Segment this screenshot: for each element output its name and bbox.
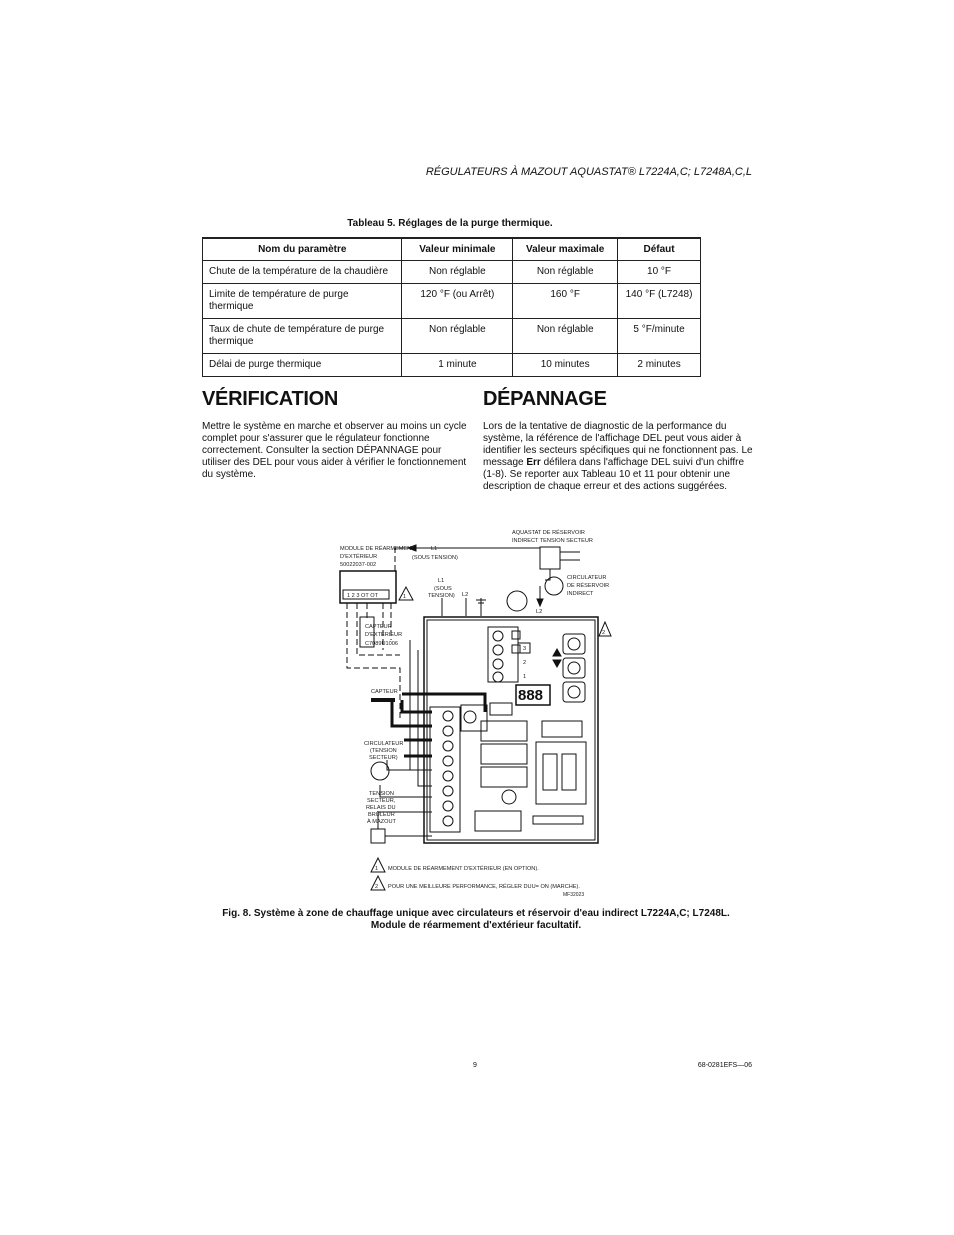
column-header: Valeur minimale: [402, 238, 513, 261]
table-cell: 1 minute: [402, 354, 513, 377]
tank-circulator-label: CIRCULATEUR: [567, 575, 607, 581]
button-bottom: [563, 682, 585, 702]
marker-number: 1: [403, 594, 407, 600]
switch: [543, 754, 557, 790]
l1-label: (SOUS TENSION): [412, 555, 458, 561]
circulator-label: CIRCULATEUR: [364, 741, 404, 747]
table-cell: Non réglable: [402, 319, 513, 354]
module-label: MODULE DE RÉARMEMENT: [340, 546, 415, 552]
circulator-label: SECTEUR): [369, 755, 398, 761]
fuse: [533, 816, 583, 824]
tank-circulator: [545, 577, 563, 595]
table-cell: 10 °F: [618, 261, 701, 284]
note-1-text: MODULE DE RÉARMEMENT D'EXTÉRIEUR (EN OPTION).: [388, 866, 539, 872]
terminal-screw: [443, 741, 453, 751]
table-caption: Tableau 5. Réglages de la purge thermique.: [347, 218, 553, 229]
burner-relay: [371, 829, 385, 843]
table-cell: Non réglable: [513, 319, 618, 354]
relay-label: TENSION: [369, 791, 394, 797]
outdoor-sensor-label: C7089U1006: [365, 641, 398, 647]
troubleshooting-heading: DÉPANNAGE: [483, 388, 607, 410]
switch: [562, 754, 576, 790]
relay-label: BRÛLEUR: [368, 812, 395, 818]
table-cell: Délai de purge thermique: [203, 354, 402, 377]
label-area: [542, 721, 582, 737]
up-arrow-icon: [553, 649, 561, 656]
figure-caption: [200, 908, 752, 932]
terminal-screw: [443, 756, 453, 766]
table-cell: 5 °F/minute: [618, 319, 701, 354]
arrow-icon: [537, 599, 543, 606]
terminal-number: 2: [523, 660, 527, 666]
terminal-screw: [443, 771, 453, 781]
column-header: Nom du paramètre: [203, 238, 402, 261]
document-number: 68-0281EFS—06: [697, 1062, 752, 1069]
outdoor-sensor-label: D'EXTÉRIEUR: [365, 632, 403, 638]
marker-number: 2: [602, 630, 606, 636]
relay-label: RELAIS DU: [366, 805, 396, 811]
circulator-symbol: [371, 762, 389, 780]
l1-label: L1: [438, 578, 445, 584]
figure-caption-line: Module de réarmement d'extérieur facultatif.: [370, 920, 582, 931]
l2-label: L2: [536, 609, 543, 615]
transformer-coil: [464, 711, 476, 723]
l1-label: L1: [431, 546, 438, 552]
button-knob: [568, 638, 580, 650]
terminal-screw: [493, 672, 503, 682]
note-number: 1: [375, 866, 379, 872]
relay: [481, 744, 527, 764]
l1-label: (SOUS: [434, 586, 452, 592]
table-cell: 2 minutes: [618, 354, 701, 377]
controller-inner: [427, 620, 595, 840]
running-header: RÉGULATEURS À MAZOUT AQUASTAT® L7224A,C; L7248A,C,L: [425, 166, 752, 178]
table-cell: Taux de chute de température de purge thermique: [203, 319, 402, 354]
relay: [481, 767, 527, 787]
burner-relay-symbol: [507, 591, 527, 611]
transformer: [461, 705, 487, 731]
table-cell: Non réglable: [402, 261, 513, 284]
table-cell: Non réglable: [513, 261, 618, 284]
terminal-screw: [493, 631, 503, 641]
module-label: D'EXTÉRIEUR: [340, 554, 378, 560]
l2-label: L2: [462, 592, 469, 598]
tank-aquastat: [540, 547, 560, 569]
down-arrow-icon: [553, 660, 561, 667]
led-display-text: 888: [518, 687, 544, 704]
table-cell: 10 minutes: [513, 354, 618, 377]
terminal-screw: [443, 726, 453, 736]
relay: [481, 721, 527, 741]
component: [502, 790, 516, 804]
verification-text: Mettre le système en marche et observer au moins un cycle complet pour s'assurer que le régulateur fonctionne correctement. Consulter la section DÉPANNAGE pour utiliser des DEL pour vous aider à vérifier le fonctionnement du système.: [202, 421, 467, 480]
terminal-number: 1: [523, 674, 527, 680]
terminal-screw: [493, 659, 503, 669]
terminal-tag: [512, 631, 520, 639]
troubleshooting-text-part: défilera dans l'affichage DEL suivi d'un chiffre (1-8). Se reporter aux Tableau 10 et 11 pour obtenir une description de chaque erreur et des actions suggérées.: [483, 457, 745, 492]
terminal-screw: [493, 645, 503, 655]
table-cell: 140 °F (L7248): [618, 284, 701, 319]
aquastat-label: INDIRECT TENSION SECTEUR: [512, 538, 593, 544]
table-cell: Limite de température de purge thermique: [203, 284, 402, 319]
button-knob: [568, 662, 580, 674]
aquastat-label: AQUASTAT DE RÉSERVOIR: [512, 530, 585, 536]
tank-circulator-label: INDIRECT: [567, 591, 594, 597]
terminal-number: 3: [523, 646, 527, 652]
sensor-label: CAPTEUR: [371, 689, 398, 695]
terminal-screw: [443, 816, 453, 826]
aquastat-probe: [560, 552, 580, 560]
terminal-screw: [443, 786, 453, 796]
l1-label: TENSION): [428, 593, 455, 599]
button-middle: [563, 658, 585, 678]
note-number: 2: [375, 884, 379, 890]
connector: [490, 703, 512, 715]
relay: [475, 811, 521, 831]
outdoor-sensor-label: CAPTEUR: [365, 624, 392, 630]
table-cell: 120 °F (ou Arrêt): [402, 284, 513, 319]
button-top: [563, 634, 585, 654]
figure-caption-line: Fig. 8. Système à zone de chauffage unique avec circulateurs et réservoir d'eau indirect L7224A,C; L7248L.: [222, 908, 730, 919]
table-cell: Chute de la température de la chaudière: [203, 261, 402, 284]
controller-box: [424, 617, 598, 843]
terminal-screw: [443, 801, 453, 811]
note-2-text: POUR UNE MEILLEURE PERFORMANCE, RÉGLER DUU= ON (MARCHE).: [388, 884, 580, 890]
line-voltage-terminals: [430, 707, 460, 832]
column-header: Défaut: [618, 238, 701, 261]
button-knob: [568, 686, 580, 698]
relay-label: À MAZOUT: [367, 819, 396, 825]
terminal-screw: [443, 711, 453, 721]
column-header: Valeur maximale: [513, 238, 618, 261]
terminal-label: 1 2 3 OT OT: [347, 593, 378, 599]
relay-label: SECTEUR,: [367, 798, 396, 804]
page-number: 9: [473, 1062, 477, 1069]
module-label: 50022037-002: [340, 562, 377, 568]
table-cell: 160 °F: [513, 284, 618, 319]
figure-code: MF32023: [563, 892, 585, 898]
troubleshooting-text-part: Lors de la tentative de diagnostic de la performance du système, la référence de l'affichage DEL peut vous aider à identifier les secteurs spécifiques qui ne fonctionnent pas. Le message: [483, 421, 753, 468]
terminal-tag: [512, 645, 520, 653]
err-message: Err: [526, 457, 541, 468]
sensor-wire: [402, 694, 485, 712]
tank-circulator-label: DE RÉSERVOIR: [567, 583, 610, 589]
supply-wires: [442, 598, 481, 616]
circulator-label: (TENSION: [370, 748, 397, 754]
verification-heading: VÉRIFICATION: [202, 388, 339, 410]
